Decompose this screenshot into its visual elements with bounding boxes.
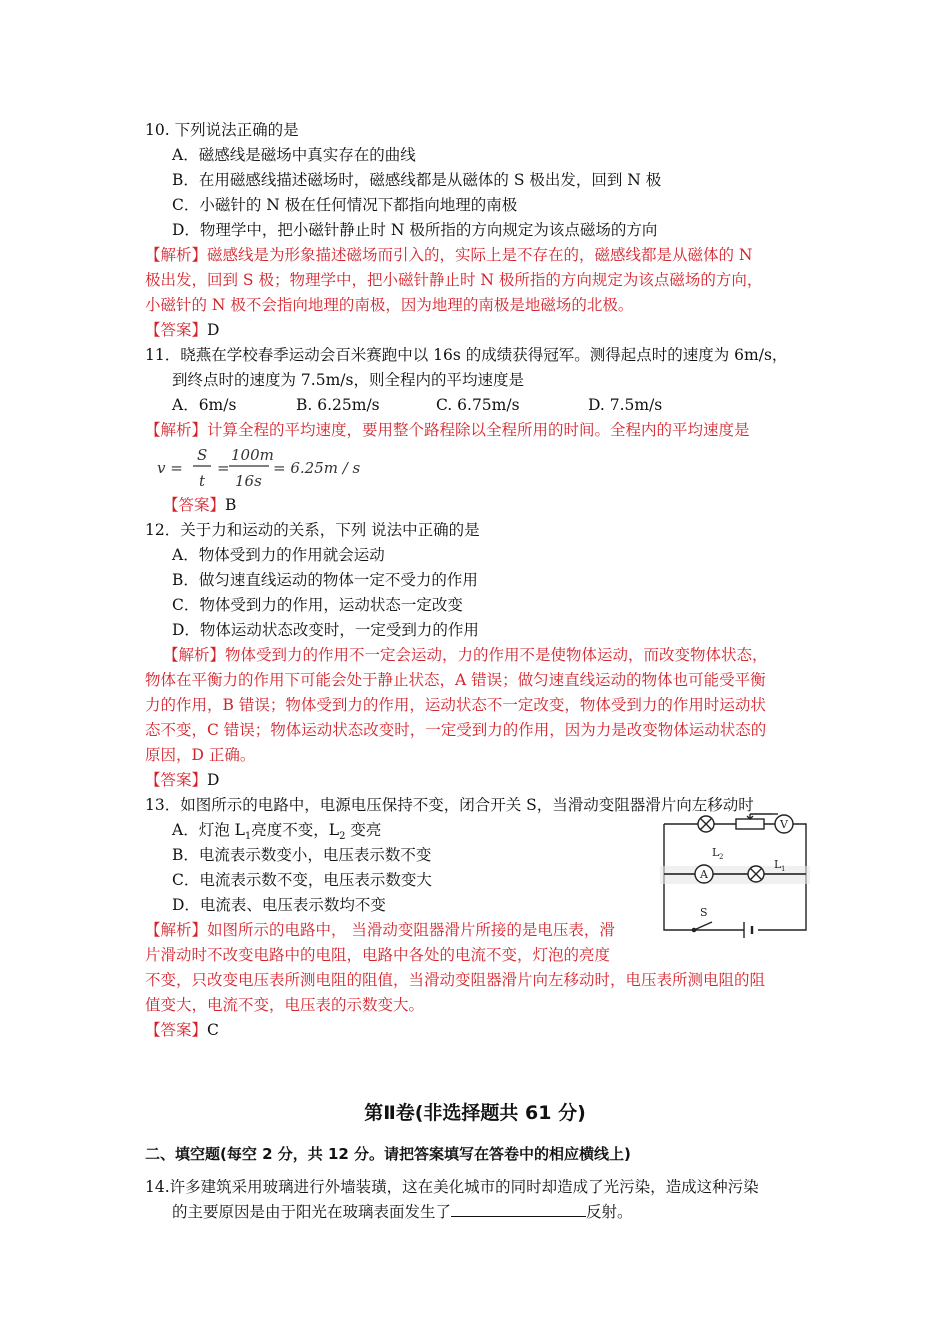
l2-subscript: 2 [719,853,724,861]
q10-analysis-line: 极出发，回到 S 极；物理学中，把小磁针静止时 N 极所指的方向规定为该点磁场的方向， [145,271,763,289]
answer-blank[interactable] [451,1202,586,1217]
q13-option-c: C．电流表示数不变，电压表示数变大 [172,871,432,889]
q10-analysis-line: 【解析】磁感线是为形象描述磁场而引入的，实际上是不存在的，磁感线都是从磁体的 N [145,246,753,264]
q13-option-d: D．电流表、电压表示数均不变 [172,896,386,914]
q12-option-b: B．做匀速直线运动的物体一定不受力的作用 [172,571,478,589]
q10-option-b: B．在用磁感线描述磁场时，磁感线都是从磁体的 S 极出发，回到 N 极 [172,171,662,189]
q12-analysis-line: 力的作用，B 错误；物体受到力的作用，运动状态不一定改变，物体受到力的作用时运动状 [145,696,766,714]
formula-num2: 100m [231,446,274,464]
answer-value: D [207,771,220,789]
q11-option-a: A．6m/s [172,396,237,414]
q10-answer [145,319,219,341]
q12-analysis-line: 物体在平衡力的作用下可能会处于静止状态，A 错误；做匀速直线运动的物体也可能受平衡 [145,671,766,689]
q12-option-d: D．物体运动状态改变时，一定受到力的作用 [172,621,479,639]
l2-label: L [712,846,720,859]
q11-answer [163,494,236,516]
formula-den1: t [199,472,206,490]
answer-tag: 【答案】 [145,771,208,789]
q13-analysis-line: 【解析】如图所示的电路中， 当滑动变阻器滑片所接的是电压表，滑 [145,921,615,939]
rheostat-icon [736,819,764,829]
average-speed-formula [157,443,367,493]
q12-option-a: A．物体受到力的作用就会运动 [172,546,385,564]
ammeter-label: A [700,868,708,881]
q12-analysis-line: 【解析】物体受到力的作用不一定会运动，力的作用不是使物体运动，而改变物体状态， [163,646,768,664]
part2-title: 第Ⅱ卷(非选择题共 61 分) [364,1102,586,1124]
q10-option-d: D．物理学中，把小磁针静止时 N 极所指的方向规定为该点磁场的方向 [172,221,658,239]
q13-option-a-post: 变亮 [345,821,382,839]
q10-option-a: A．磁感线是磁场中真实存在的曲线 [172,146,416,164]
q14-line [172,1201,633,1223]
q10-option-c: C．小磁针的 N 极在任何情况下都指向地理的南极 [172,196,518,214]
l1-label: L [774,858,782,871]
formula-den2: 16s [235,472,262,490]
answer-tag: 【答案】 [145,1021,208,1039]
subscript: 1 [244,831,252,843]
fold-shadow [660,866,810,884]
q14-line-post: 反射。 [586,1203,633,1221]
q13-answer [145,1019,219,1041]
q11-option-b: B. 6.25m/s [296,396,380,414]
q12-option-c: C．物体受到力的作用，运动状态一定改变 [172,596,463,614]
answer-value: B [225,496,237,514]
q13-analysis-line: 值变大，电流不变，电压表的示数变大。 [145,996,425,1014]
q13-analysis-line: 不变，只改变电压表所测电阻的阻值，当滑动变阻器滑片向左移动时，电压表所测电阻的阻 [145,971,766,989]
q14-line-pre: 的主要原因是由于阳光在玻璃表面发生了 [172,1203,452,1221]
q10-stem: 10. 下列说法正确的是 [145,121,299,139]
q11-option-c: C. 6.75m/s [436,396,520,414]
voltmeter-label: V [780,818,788,831]
answer-tag: 【答案】 [163,496,226,514]
formula-lhs: v = [157,459,183,477]
formula-result: = 6.25m / s [273,459,361,477]
answer-value: C [207,1021,219,1039]
q10-analysis-line: 小磁针的 N 极不会指向地理的南极，因为地理的南极是地磁场的北极。 [145,296,634,314]
q12-answer [145,769,219,791]
switch-pivot [692,928,695,931]
q13-option-a-pre: A．灯泡 L [172,821,245,839]
l1-subscript: 1 [781,865,786,873]
q14-line: 14.许多建筑采用玻璃进行外墙装璜，这在美化城市的同时却造成了光污染，造成这种污染 [145,1178,759,1196]
q13-analysis-line: 片滑动时不改变电路中的电阻，电路中各处的电流不变，灯泡的亮度 [145,946,611,964]
q13-option-a-mid: 亮度不变，L [251,821,340,839]
q12-stem: 12．关于力和运动的关系，下列 说法中正确的是 [145,521,480,539]
section-heading: 二、填空题(每空 2 分，共 12 分。请把答案填写在答卷中的相应横线上) [145,1145,631,1163]
formula-eq: = [217,459,230,477]
subscript: 2 [339,831,346,843]
q13-stem: 13．如图所示的电路中，电源电压保持不变，闭合开关 S，当滑动变阻器滑片向左移动时 [145,796,754,814]
q11-stem-line: 11．晓燕在学校春季运动会百米赛跑中以 16s 的成绩获得冠军。测得起点时的速度为 6m/s， [145,346,788,364]
q11-option-d: D. 7.5m/s [588,396,663,414]
q11-analysis: 【解析】计算全程的平均速度，要用整个路程除以全程所用的时间。全程内的平均速度是 [145,421,750,439]
formula-num1: S [197,446,208,464]
circuit-diagram [660,812,810,938]
switch-icon [694,922,712,930]
answer-value: D [207,321,220,339]
switch-label: S [700,906,708,919]
q12-analysis-line: 原因，D 正确。 [145,746,256,764]
q12-analysis-line: 态不变，C 错误；物体运动状态改变时，一定受到力的作用，因为力是改变物体运动状态的 [145,721,767,739]
q11-stem-line: 到终点时的速度为 7.5m/s，则全程内的平均速度是 [172,371,524,389]
answer-tag: 【答案】 [145,321,208,339]
q13-option-b: B．电流表示数变小，电压表示数不变 [172,846,432,864]
